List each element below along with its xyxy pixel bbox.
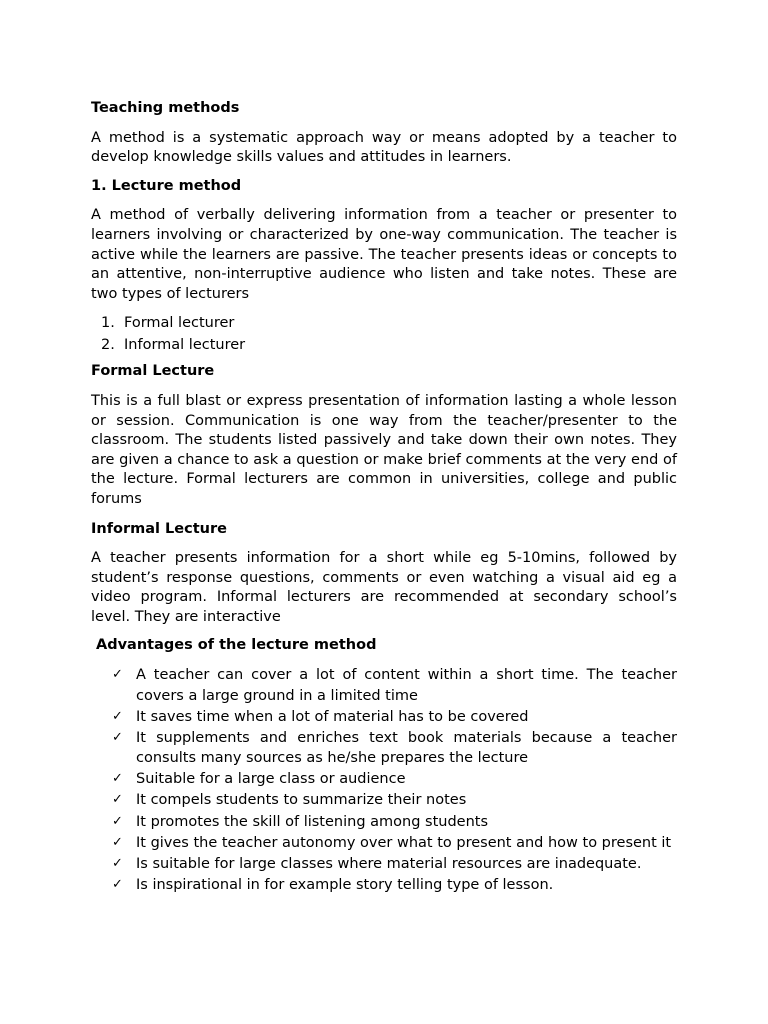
informal-lecture-paragraph: A teacher presents information for a short while eg 5-10mins, followed by student’s response questions, comments or even watching a visual aid eg a video program. Informal lecturers are recommended at secondary school’s level. They are interactive	[91, 550, 677, 625]
list-item	[91, 790, 677, 811]
list-item-text: Is suitable for large classes where material resources are inadequate.	[136, 855, 642, 872]
list-item-text: It saves time when a lot of material has to be covered	[136, 708, 529, 725]
list-item	[91, 335, 677, 357]
check-mark-icon: ✓	[112, 708, 123, 724]
lecture-method-paragraph: A method of verbally delivering information from a teacher or presenter to learners involving or characterized by one-way communication. The teacher is active while the learners are passive. The teacher presents ideas or concepts to an attentive, non-interruptive audience who listen and take notes. These are two types of lecturers	[91, 207, 677, 302]
list-item	[91, 769, 677, 790]
list-item	[91, 707, 677, 728]
list-item-label: Informal lecturer	[124, 336, 246, 353]
list-item-label: Formal lecturer	[124, 315, 235, 332]
list-item-text: A teacher can cover a lot of content within a short time. The teacher covers a large ground in a limited time	[136, 667, 677, 704]
list-item	[91, 313, 677, 335]
list-number: 2.	[101, 336, 115, 353]
intro-paragraph: A method is a systematic approach way or means adopted by a teacher to develop knowledge skills values and attitudes in learners.	[91, 129, 677, 166]
check-mark-icon: ✓	[112, 813, 123, 829]
check-mark-icon: ✓	[112, 792, 123, 808]
list-number: 1.	[101, 315, 115, 332]
check-mark-icon: ✓	[112, 729, 123, 745]
list-item	[91, 728, 677, 769]
formal-lecture-heading: Formal Lecture	[91, 363, 215, 380]
formal-lecture-paragraph: This is a full blast or express presentation of information lasting a whole lesson or session. Communication is one way from the teacher/presenter to the classroom. The students listed passively and take down their own notes. They are given a chance to ask a question or make brief comments at the very end of the lecture. Formal lecturers are common in universities, college and public forums	[91, 392, 677, 507]
check-mark-icon: ✓	[112, 876, 123, 892]
advantages-list	[91, 665, 677, 895]
list-item-text: It compels students to summarize their notes	[136, 792, 467, 809]
check-mark-icon: ✓	[112, 855, 123, 871]
check-mark-icon: ✓	[112, 771, 123, 787]
advantages-heading: Advantages of the lecture method	[96, 637, 377, 654]
lecture-method-heading: 1. Lecture method	[91, 177, 242, 194]
list-item-text: It promotes the skill of listening among students	[136, 813, 489, 830]
list-item-text: It gives the teacher autonomy over what to present and how to present it	[136, 834, 672, 851]
page-title: Teaching methods	[91, 100, 240, 116]
list-item-text: It supplements and enriches text book materials because a teacher consults many sources as he/she prepares the lecture	[136, 729, 677, 767]
list-item-text: Suitable for a large class or audience	[136, 771, 406, 788]
list-item	[91, 812, 677, 833]
lecturer-types-list	[91, 313, 677, 356]
check-mark-icon: ✓	[112, 667, 123, 683]
check-mark-icon: ✓	[112, 834, 123, 850]
list-item	[91, 875, 677, 896]
list-item	[91, 854, 677, 875]
list-item	[91, 665, 677, 706]
list-item	[91, 833, 677, 854]
document-page	[91, 99, 677, 896]
list-item-text: Is inspirational in for example story telling type of lesson.	[136, 876, 554, 893]
informal-lecture-heading: Informal Lecture	[91, 520, 227, 537]
